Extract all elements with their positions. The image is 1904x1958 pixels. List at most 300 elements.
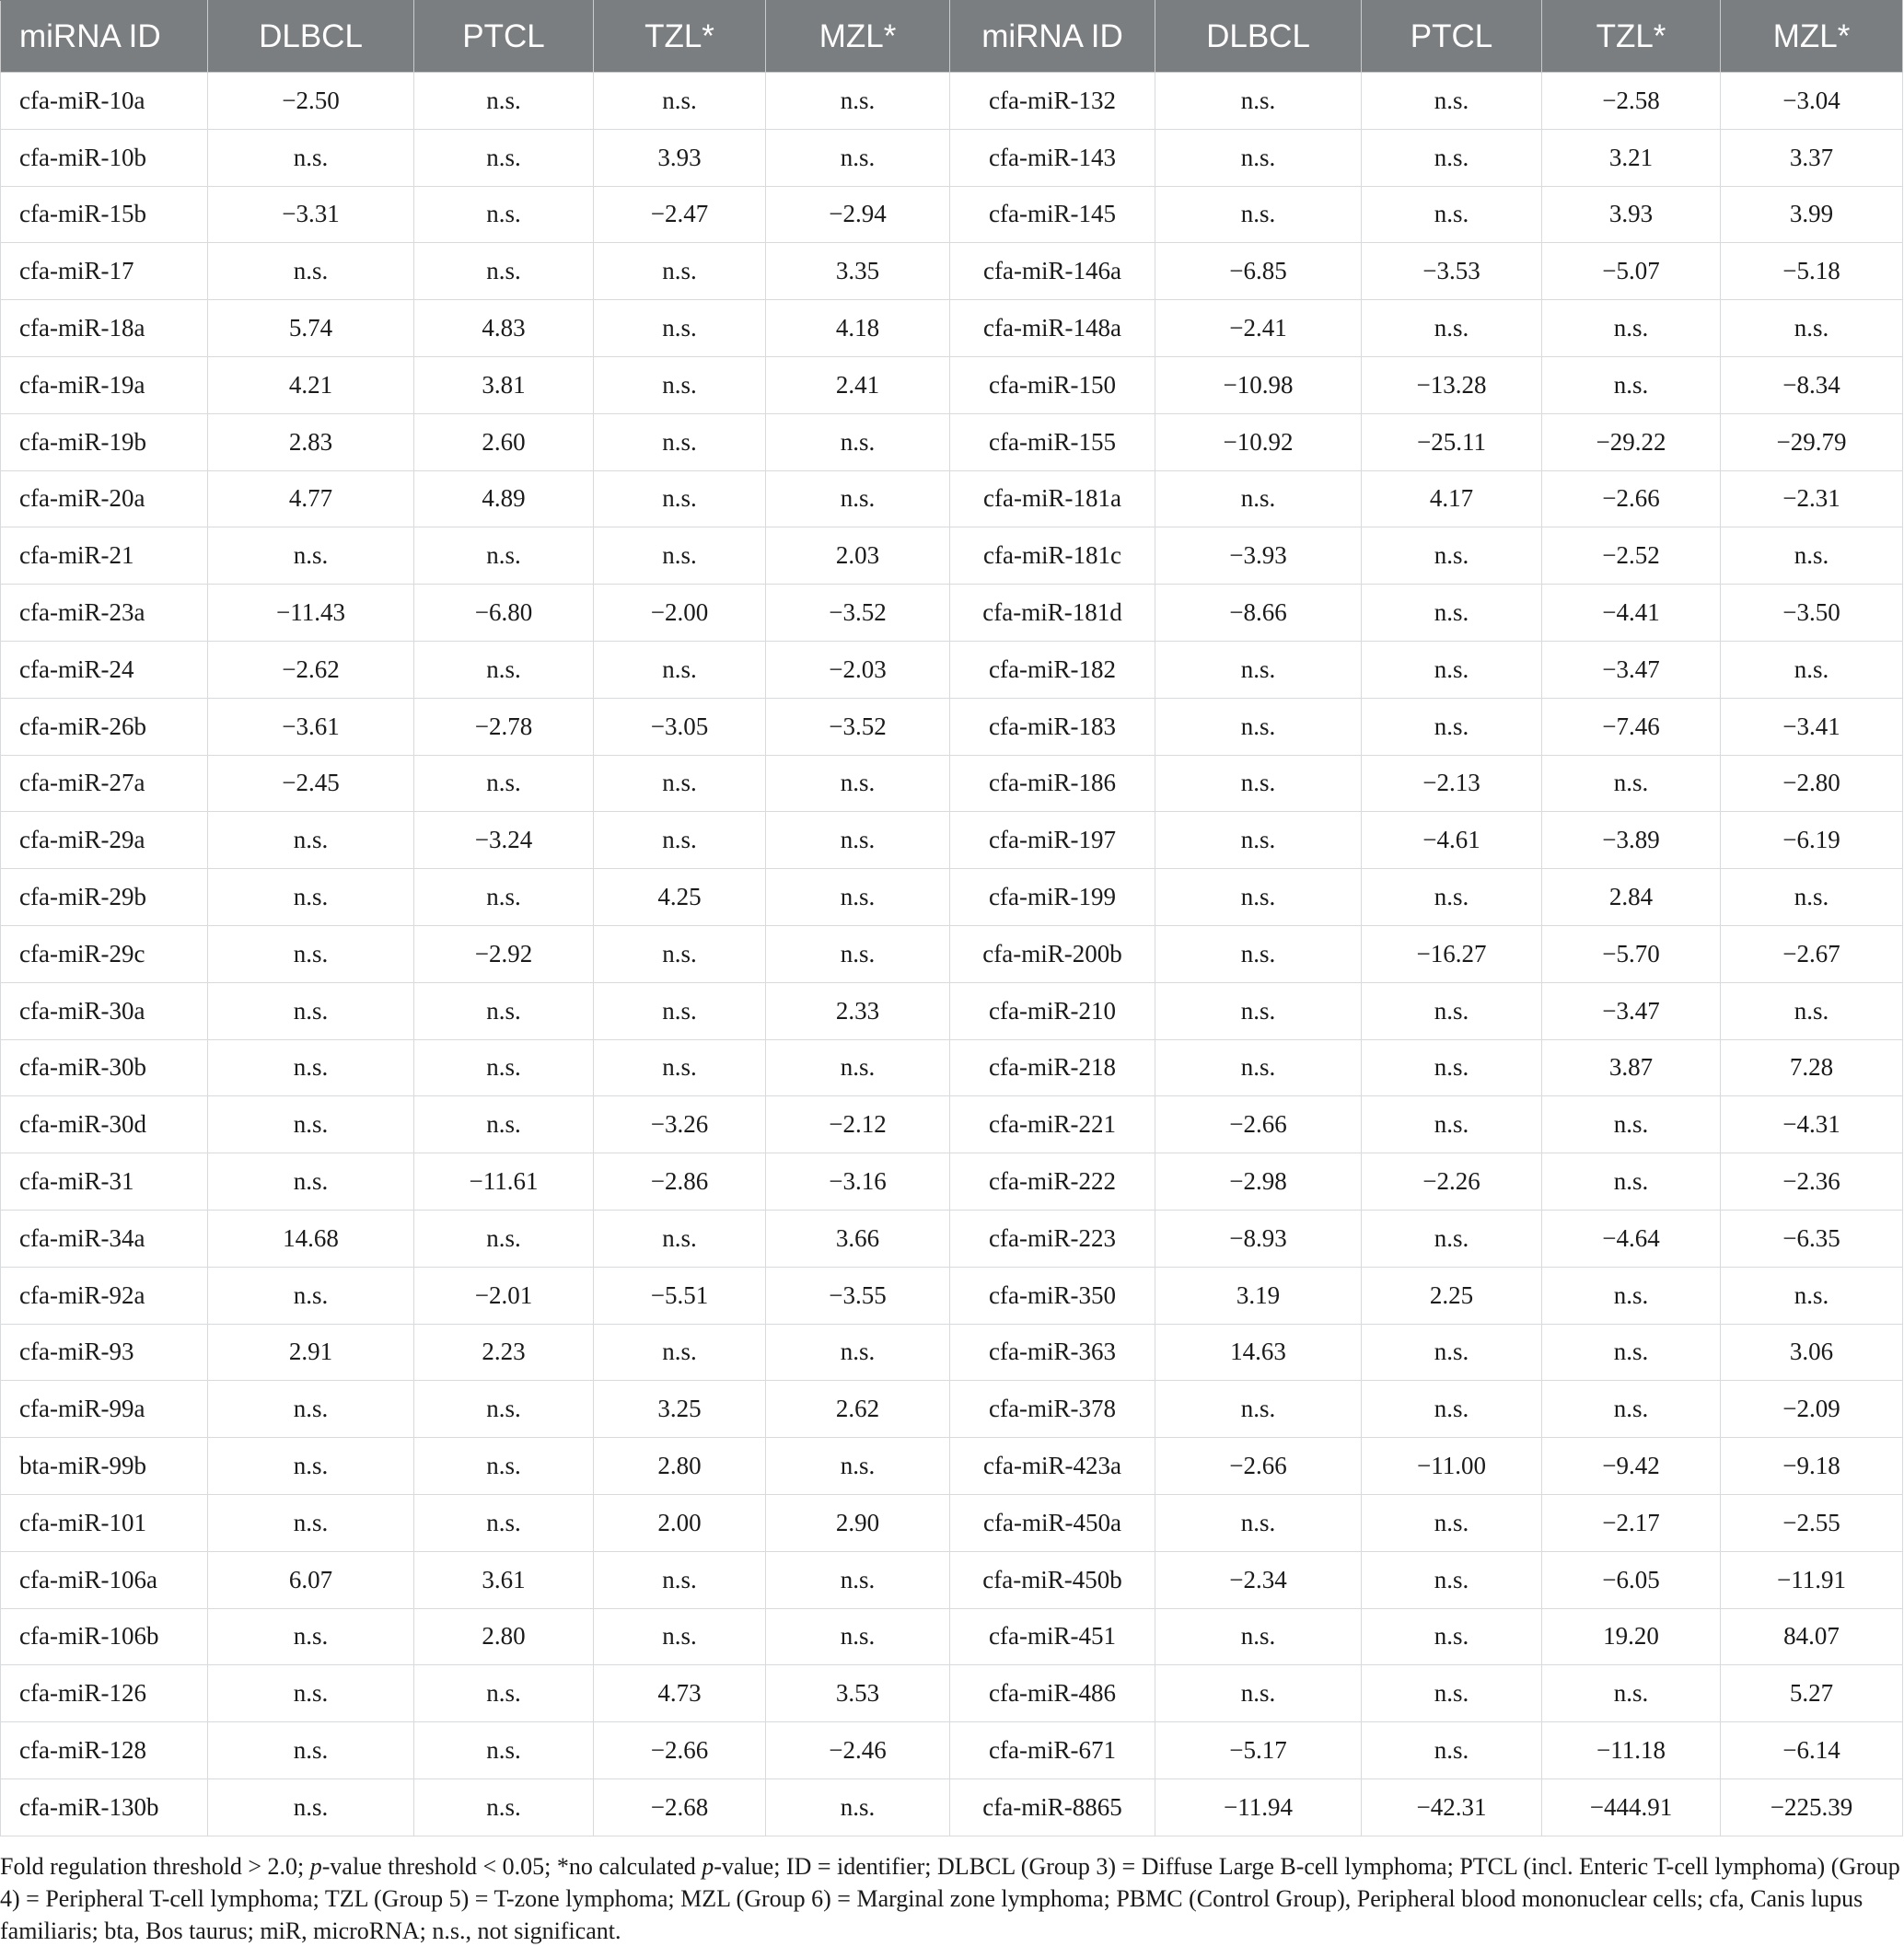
value-cell: n.s.: [414, 186, 594, 243]
mirna-id-cell: cfa-miR-93: [1, 1324, 208, 1381]
mirna-id-cell: cfa-miR-30d: [1, 1096, 208, 1153]
value-cell: −2.86: [594, 1153, 766, 1211]
value-cell: n.s.: [208, 812, 414, 869]
value-cell: −2.66: [1542, 470, 1721, 527]
value-cell: n.s.: [594, 470, 766, 527]
value-cell: −6.80: [414, 585, 594, 642]
value-cell: −11.43: [208, 585, 414, 642]
value-cell: −3.52: [766, 585, 950, 642]
table-row: [1, 186, 1903, 243]
table-body: [1, 73, 1903, 1836]
value-cell: n.s.: [1155, 186, 1362, 243]
value-cell: −6.85: [1155, 243, 1362, 300]
column-header: DLBCL: [208, 1, 414, 73]
value-cell: 2.83: [208, 413, 414, 470]
value-cell: 3.99: [1721, 186, 1903, 243]
mirna-id-cell: cfa-miR-106a: [1, 1551, 208, 1608]
value-cell: −42.31: [1362, 1778, 1542, 1836]
mirna-id-cell: cfa-miR-132: [950, 73, 1155, 130]
mirna-id-cell: cfa-miR-17: [1, 243, 208, 300]
mirna-id-cell: cfa-miR-223: [950, 1210, 1155, 1267]
value-cell: −8.66: [1155, 585, 1362, 642]
value-cell: 2.90: [766, 1494, 950, 1551]
value-cell: −25.11: [1362, 413, 1542, 470]
value-cell: n.s.: [1362, 1039, 1542, 1096]
value-cell: 4.83: [414, 300, 594, 357]
table-row: [1, 585, 1903, 642]
mirna-id-cell: cfa-miR-145: [950, 186, 1155, 243]
value-cell: −6.35: [1721, 1210, 1903, 1267]
value-cell: −6.14: [1721, 1722, 1903, 1779]
value-cell: −2.03: [766, 641, 950, 698]
value-cell: 2.41: [766, 356, 950, 413]
column-header: miRNA ID: [950, 1, 1155, 73]
value-cell: −5.07: [1542, 243, 1721, 300]
value-cell: −2.94: [766, 186, 950, 243]
value-cell: 2.80: [594, 1438, 766, 1495]
value-cell: 84.07: [1721, 1608, 1903, 1665]
value-cell: n.s.: [1155, 1608, 1362, 1665]
table-footnote: [0, 1850, 1902, 1947]
table-row: [1, 1267, 1903, 1324]
value-cell: n.s.: [766, 812, 950, 869]
value-cell: −2.26: [1362, 1153, 1542, 1211]
table-row: [1, 1324, 1903, 1381]
table-row: [1, 982, 1903, 1039]
value-cell: −2.13: [1362, 755, 1542, 812]
mirna-id-cell: cfa-miR-148a: [950, 300, 1155, 357]
value-cell: n.s.: [594, 413, 766, 470]
value-cell: 4.77: [208, 470, 414, 527]
value-cell: n.s.: [766, 1438, 950, 1495]
value-cell: n.s.: [208, 1153, 414, 1211]
mirna-id-cell: cfa-miR-18a: [1, 300, 208, 357]
table-row: [1, 356, 1903, 413]
footnote-part3: -value; ID = identifier; DLBCL (Group 3) = Diffuse Large B-cell lymphoma; PTCL (incl. Enteric T-cell lymphoma) (Group 4) = Peripheral T-cell lymphoma; TZL (Group 5) = T-zone lymphoma; MZL (Group 6) = Marginal zone lymphoma; PBMC (Control Group), Peripheral blood mononuclear cells; cfa, Canis lupus familiaris; bta, Bos taurus; miR, microRNA; n.s., not significant.: [0, 1853, 1900, 1944]
footnote-p-italic-1: p: [309, 1853, 322, 1880]
value-cell: −2.31: [1721, 470, 1903, 527]
value-cell: 6.07: [208, 1551, 414, 1608]
value-cell: n.s.: [766, 869, 950, 926]
value-cell: −4.64: [1542, 1210, 1721, 1267]
value-cell: 3.61: [414, 1551, 594, 1608]
mirna-id-cell: cfa-miR-15b: [1, 186, 208, 243]
value-cell: n.s.: [1155, 73, 1362, 130]
mirna-id-cell: cfa-miR-181a: [950, 470, 1155, 527]
value-cell: −10.92: [1155, 413, 1362, 470]
mirna-id-cell: cfa-miR-183: [950, 698, 1155, 755]
value-cell: n.s.: [208, 1096, 414, 1153]
value-cell: −2.55: [1721, 1494, 1903, 1551]
value-cell: −11.00: [1362, 1438, 1542, 1495]
value-cell: n.s.: [208, 1665, 414, 1722]
value-cell: 3.21: [1542, 129, 1721, 186]
value-cell: n.s.: [208, 1381, 414, 1438]
header-row: [1, 1, 1903, 73]
footnote-part1: Fold regulation threshold > 2.0;: [0, 1853, 310, 1880]
value-cell: −2.80: [1721, 755, 1903, 812]
value-cell: n.s.: [1155, 812, 1362, 869]
value-cell: n.s.: [594, 1551, 766, 1608]
mirna-id-cell: cfa-miR-34a: [1, 1210, 208, 1267]
value-cell: −2.50: [208, 73, 414, 130]
mirna-id-cell: cfa-miR-210: [950, 982, 1155, 1039]
value-cell: 19.20: [1542, 1608, 1721, 1665]
value-cell: n.s.: [1542, 1153, 1721, 1211]
table-row: [1, 1039, 1903, 1096]
mirna-id-cell: cfa-miR-186: [950, 755, 1155, 812]
value-cell: 3.93: [594, 129, 766, 186]
value-cell: n.s.: [1721, 869, 1903, 926]
mirna-id-cell: cfa-miR-101: [1, 1494, 208, 1551]
table-row: [1, 755, 1903, 812]
value-cell: n.s.: [594, 1210, 766, 1267]
value-cell: 3.19: [1155, 1267, 1362, 1324]
value-cell: n.s.: [414, 1210, 594, 1267]
mirna-id-cell: cfa-miR-8865: [950, 1778, 1155, 1836]
value-cell: 5.74: [208, 300, 414, 357]
mirna-id-cell: cfa-miR-126: [1, 1665, 208, 1722]
value-cell: −2.66: [594, 1722, 766, 1779]
value-cell: n.s.: [1362, 641, 1542, 698]
value-cell: n.s.: [1155, 925, 1362, 982]
mirna-id-cell: cfa-miR-450a: [950, 1494, 1155, 1551]
value-cell: n.s.: [1362, 527, 1542, 585]
value-cell: n.s.: [766, 1778, 950, 1836]
table-row: [1, 73, 1903, 130]
value-cell: 3.66: [766, 1210, 950, 1267]
table-row: [1, 470, 1903, 527]
value-cell: −13.28: [1362, 356, 1542, 413]
value-cell: −2.62: [208, 641, 414, 698]
value-cell: n.s.: [414, 869, 594, 926]
mirna-id-cell: cfa-miR-30b: [1, 1039, 208, 1096]
value-cell: −7.46: [1542, 698, 1721, 755]
mirna-id-cell: cfa-miR-451: [950, 1608, 1155, 1665]
value-cell: 4.18: [766, 300, 950, 357]
column-header: PTCL: [414, 1, 594, 73]
value-cell: −2.41: [1155, 300, 1362, 357]
value-cell: n.s.: [208, 527, 414, 585]
table-row: [1, 1210, 1903, 1267]
value-cell: n.s.: [1362, 129, 1542, 186]
value-cell: 3.06: [1721, 1324, 1903, 1381]
column-header: MZL*: [1721, 1, 1903, 73]
value-cell: −9.42: [1542, 1438, 1721, 1495]
value-cell: −2.66: [1155, 1438, 1362, 1495]
value-cell: 4.89: [414, 470, 594, 527]
table-row: [1, 300, 1903, 357]
mirna-id-cell: bta-miR-99b: [1, 1438, 208, 1495]
column-header: DLBCL: [1155, 1, 1362, 73]
value-cell: −3.05: [594, 698, 766, 755]
value-cell: n.s.: [594, 300, 766, 357]
value-cell: −6.05: [1542, 1551, 1721, 1608]
value-cell: n.s.: [414, 641, 594, 698]
value-cell: n.s.: [1542, 1381, 1721, 1438]
value-cell: n.s.: [414, 1381, 594, 1438]
mirna-id-cell: cfa-miR-450b: [950, 1551, 1155, 1608]
value-cell: n.s.: [208, 982, 414, 1039]
value-cell: n.s.: [1155, 869, 1362, 926]
value-cell: −3.53: [1362, 243, 1542, 300]
value-cell: n.s.: [414, 527, 594, 585]
value-cell: n.s.: [208, 1494, 414, 1551]
value-cell: n.s.: [1155, 1039, 1362, 1096]
mirna-id-cell: cfa-miR-200b: [950, 925, 1155, 982]
value-cell: −16.27: [1362, 925, 1542, 982]
mirna-id-cell: cfa-miR-181c: [950, 527, 1155, 585]
table-row: [1, 413, 1903, 470]
mirna-id-cell: cfa-miR-31: [1, 1153, 208, 1211]
value-cell: 2.62: [766, 1381, 950, 1438]
mirna-id-cell: cfa-miR-29a: [1, 812, 208, 869]
value-cell: n.s.: [1155, 470, 1362, 527]
mirna-id-cell: cfa-miR-378: [950, 1381, 1155, 1438]
value-cell: −5.18: [1721, 243, 1903, 300]
value-cell: −4.61: [1362, 812, 1542, 869]
table-row: [1, 641, 1903, 698]
mirna-id-cell: cfa-miR-486: [950, 1665, 1155, 1722]
mirna-id-cell: cfa-miR-128: [1, 1722, 208, 1779]
value-cell: n.s.: [1362, 1381, 1542, 1438]
mirna-id-cell: cfa-miR-29b: [1, 869, 208, 926]
value-cell: n.s.: [1721, 1267, 1903, 1324]
value-cell: n.s.: [1362, 698, 1542, 755]
value-cell: n.s.: [1362, 1096, 1542, 1153]
value-cell: −3.16: [766, 1153, 950, 1211]
value-cell: n.s.: [208, 869, 414, 926]
column-header: miRNA ID: [1, 1, 208, 73]
value-cell: n.s.: [414, 1778, 594, 1836]
value-cell: −3.31: [208, 186, 414, 243]
mirna-id-cell: cfa-miR-19a: [1, 356, 208, 413]
footnote-part2: -value threshold < 0.05; *no calculated: [321, 1853, 702, 1880]
mirna-id-cell: cfa-miR-146a: [950, 243, 1155, 300]
value-cell: n.s.: [1721, 641, 1903, 698]
value-cell: −8.93: [1155, 1210, 1362, 1267]
mirna-id-cell: cfa-miR-92a: [1, 1267, 208, 1324]
value-cell: n.s.: [208, 1039, 414, 1096]
value-cell: 4.73: [594, 1665, 766, 1722]
value-cell: −5.51: [594, 1267, 766, 1324]
value-cell: n.s.: [1542, 1324, 1721, 1381]
value-cell: −2.68: [594, 1778, 766, 1836]
value-cell: −3.41: [1721, 698, 1903, 755]
mirna-id-cell: cfa-miR-199: [950, 869, 1155, 926]
mirna-id-cell: cfa-miR-182: [950, 641, 1155, 698]
value-cell: −2.17: [1542, 1494, 1721, 1551]
value-cell: 4.21: [208, 356, 414, 413]
mirna-id-cell: cfa-miR-350: [950, 1267, 1155, 1324]
value-cell: 2.80: [414, 1608, 594, 1665]
mirna-id-cell: cfa-miR-21: [1, 527, 208, 585]
value-cell: n.s.: [1362, 186, 1542, 243]
value-cell: n.s.: [208, 1722, 414, 1779]
value-cell: n.s.: [1362, 73, 1542, 130]
value-cell: n.s.: [1721, 982, 1903, 1039]
column-header: MZL*: [766, 1, 950, 73]
table-row: [1, 1551, 1903, 1608]
value-cell: n.s.: [1542, 356, 1721, 413]
value-cell: n.s.: [208, 129, 414, 186]
table-row: [1, 527, 1903, 585]
value-cell: n.s.: [766, 413, 950, 470]
value-cell: −2.66: [1155, 1096, 1362, 1153]
value-cell: n.s.: [766, 1551, 950, 1608]
table-row: [1, 698, 1903, 755]
value-cell: 2.60: [414, 413, 594, 470]
value-cell: n.s.: [594, 755, 766, 812]
value-cell: n.s.: [1542, 1267, 1721, 1324]
value-cell: 3.93: [1542, 186, 1721, 243]
value-cell: n.s.: [1362, 1722, 1542, 1779]
value-cell: −5.70: [1542, 925, 1721, 982]
value-cell: 14.68: [208, 1210, 414, 1267]
column-header: TZL*: [1542, 1, 1721, 73]
value-cell: −2.01: [414, 1267, 594, 1324]
value-cell: n.s.: [1155, 698, 1362, 755]
value-cell: −2.12: [766, 1096, 950, 1153]
value-cell: −2.45: [208, 755, 414, 812]
mirna-id-cell: cfa-miR-19b: [1, 413, 208, 470]
value-cell: n.s.: [1362, 982, 1542, 1039]
value-cell: n.s.: [594, 1324, 766, 1381]
value-cell: −29.22: [1542, 413, 1721, 470]
value-cell: 2.91: [208, 1324, 414, 1381]
value-cell: 2.25: [1362, 1267, 1542, 1324]
value-cell: −2.67: [1721, 925, 1903, 982]
value-cell: 2.23: [414, 1324, 594, 1381]
table-row: [1, 1608, 1903, 1665]
value-cell: −2.34: [1155, 1551, 1362, 1608]
value-cell: −5.17: [1155, 1722, 1362, 1779]
value-cell: −2.98: [1155, 1153, 1362, 1211]
value-cell: −4.31: [1721, 1096, 1903, 1153]
value-cell: n.s.: [414, 1039, 594, 1096]
value-cell: n.s.: [594, 1039, 766, 1096]
value-cell: n.s.: [594, 1608, 766, 1665]
mirna-id-cell: cfa-miR-423a: [950, 1438, 1155, 1495]
value-cell: n.s.: [766, 755, 950, 812]
value-cell: 3.35: [766, 243, 950, 300]
value-cell: n.s.: [1155, 1665, 1362, 1722]
value-cell: n.s.: [594, 925, 766, 982]
value-cell: −10.98: [1155, 356, 1362, 413]
table-row: [1, 129, 1903, 186]
value-cell: n.s.: [414, 982, 594, 1039]
mirna-id-cell: cfa-miR-24: [1, 641, 208, 698]
table-row: [1, 1494, 1903, 1551]
value-cell: n.s.: [766, 925, 950, 982]
value-cell: n.s.: [1362, 585, 1542, 642]
mirna-id-cell: cfa-miR-143: [950, 129, 1155, 186]
value-cell: 14.63: [1155, 1324, 1362, 1381]
value-cell: 3.37: [1721, 129, 1903, 186]
value-cell: n.s.: [1542, 1096, 1721, 1153]
mirna-id-cell: cfa-miR-150: [950, 356, 1155, 413]
value-cell: −2.47: [594, 186, 766, 243]
value-cell: −11.94: [1155, 1778, 1362, 1836]
mirna-id-cell: cfa-miR-222: [950, 1153, 1155, 1211]
value-cell: n.s.: [414, 1665, 594, 1722]
value-cell: n.s.: [766, 1324, 950, 1381]
table-row: [1, 1153, 1903, 1211]
value-cell: n.s.: [1542, 300, 1721, 357]
value-cell: n.s.: [594, 812, 766, 869]
value-cell: n.s.: [414, 73, 594, 130]
table-row: [1, 1778, 1903, 1836]
value-cell: −11.18: [1542, 1722, 1721, 1779]
value-cell: 2.00: [594, 1494, 766, 1551]
value-cell: n.s.: [594, 641, 766, 698]
value-cell: −3.61: [208, 698, 414, 755]
value-cell: −4.41: [1542, 585, 1721, 642]
value-cell: n.s.: [1362, 1608, 1542, 1665]
value-cell: n.s.: [1721, 300, 1903, 357]
value-cell: 3.53: [766, 1665, 950, 1722]
value-cell: n.s.: [208, 1438, 414, 1495]
column-header: TZL*: [594, 1, 766, 73]
value-cell: n.s.: [1542, 755, 1721, 812]
value-cell: −3.89: [1542, 812, 1721, 869]
value-cell: −3.24: [414, 812, 594, 869]
value-cell: n.s.: [594, 73, 766, 130]
mirna-id-cell: cfa-miR-221: [950, 1096, 1155, 1153]
mirna-id-cell: cfa-miR-27a: [1, 755, 208, 812]
column-header: PTCL: [1362, 1, 1542, 73]
value-cell: n.s.: [208, 1778, 414, 1836]
value-cell: −2.09: [1721, 1381, 1903, 1438]
table-row: [1, 1722, 1903, 1779]
value-cell: n.s.: [594, 982, 766, 1039]
value-cell: n.s.: [414, 1096, 594, 1153]
value-cell: −3.50: [1721, 585, 1903, 642]
value-cell: −2.52: [1542, 527, 1721, 585]
mirna-id-cell: cfa-miR-218: [950, 1039, 1155, 1096]
mirna-id-cell: cfa-miR-197: [950, 812, 1155, 869]
value-cell: n.s.: [1362, 869, 1542, 926]
value-cell: −3.04: [1721, 73, 1903, 130]
value-cell: −11.61: [414, 1153, 594, 1211]
table-row: [1, 1665, 1903, 1722]
value-cell: −3.47: [1542, 982, 1721, 1039]
value-cell: 5.27: [1721, 1665, 1903, 1722]
value-cell: n.s.: [414, 755, 594, 812]
value-cell: −9.18: [1721, 1438, 1903, 1495]
table-row: [1, 812, 1903, 869]
value-cell: n.s.: [1362, 1324, 1542, 1381]
value-cell: n.s.: [1155, 1381, 1362, 1438]
table-row: [1, 1096, 1903, 1153]
mirna-id-cell: cfa-miR-106b: [1, 1608, 208, 1665]
value-cell: −2.92: [414, 925, 594, 982]
mirna-id-cell: cfa-miR-26b: [1, 698, 208, 755]
value-cell: n.s.: [414, 1438, 594, 1495]
value-cell: n.s.: [208, 1608, 414, 1665]
mirna-id-cell: cfa-miR-23a: [1, 585, 208, 642]
table-row: [1, 243, 1903, 300]
value-cell: n.s.: [208, 925, 414, 982]
value-cell: n.s.: [766, 470, 950, 527]
table-row: [1, 1381, 1903, 1438]
value-cell: −444.91: [1542, 1778, 1721, 1836]
value-cell: −3.47: [1542, 641, 1721, 698]
value-cell: 3.87: [1542, 1039, 1721, 1096]
table-row: [1, 925, 1903, 982]
value-cell: −3.26: [594, 1096, 766, 1153]
value-cell: −3.55: [766, 1267, 950, 1324]
